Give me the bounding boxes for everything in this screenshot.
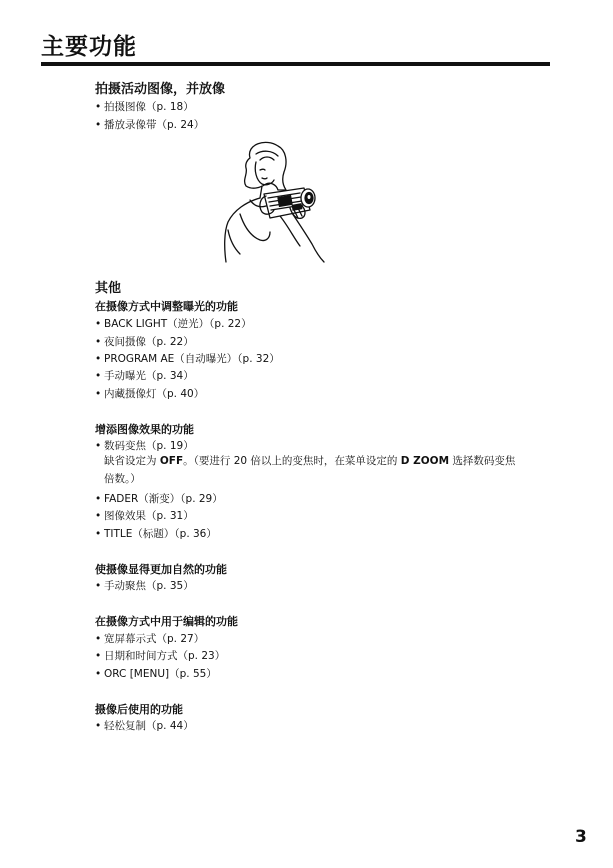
note-keyword-off: OFF: [159, 455, 184, 467]
list-item-text: 日期和时间方式（p. 23）: [104, 650, 226, 662]
list-item: [95, 718, 194, 733]
group-heading-effects: 增添图像效果的功能: [95, 423, 194, 436]
list-item-text: TITLE（标题）（p. 36）: [104, 528, 217, 540]
list-item: [95, 117, 204, 132]
list-item: [95, 368, 194, 383]
list-item-text: 宽屏幕示式（p. 27）: [104, 633, 205, 645]
list-item-text: 图像效果（p. 31）: [104, 510, 194, 522]
list-item-text: BACK LIGHT（逆光）（p. 22）: [104, 318, 252, 330]
list-item-text: 轻松复制（p. 44）: [104, 720, 194, 732]
bullet-icon: •: [95, 633, 102, 645]
section-heading-other: 其他: [95, 281, 122, 296]
bullet-icon: •: [95, 370, 102, 382]
list-item-text: 手动聚焦（p. 35）: [104, 580, 194, 592]
bullet-icon: •: [95, 650, 102, 662]
bullet-icon: •: [95, 318, 102, 330]
bullet-icon: •: [95, 528, 102, 540]
list-item-text: 播放录像带（p. 24）: [104, 119, 205, 131]
bullet-icon: •: [95, 510, 102, 522]
note-text: 缺省设定为: [104, 455, 160, 467]
bullet-icon: •: [95, 580, 102, 592]
list-item-text: 手动曝光（p. 34）: [104, 370, 194, 382]
group-heading-editing: 在摄像方式中用于编辑的功能: [95, 615, 238, 628]
bullet-icon: •: [95, 119, 102, 131]
note-text: 倍数。）: [104, 473, 141, 485]
list-item-text: 数码变焦（p. 19）: [104, 440, 194, 452]
bullet-icon: •: [95, 720, 102, 732]
list-item: [95, 526, 217, 541]
list-item: [95, 99, 194, 114]
list-item-text: FADER（渐变）（p. 29）: [104, 493, 223, 505]
list-item: [95, 491, 223, 506]
list-item: [95, 666, 217, 681]
list-item-text: ORC [MENU]（p. 55）: [104, 668, 217, 680]
group-heading-exposure: 在摄像方式中调整曝光的功能: [95, 300, 238, 313]
list-item: [95, 648, 225, 663]
bullet-icon: •: [95, 101, 102, 113]
bullet-icon: •: [95, 388, 102, 400]
list-item-text: 拍摄图像（p. 18）: [104, 101, 194, 113]
bullet-icon: •: [95, 440, 102, 452]
group-heading-natural: 使摄像显得更加自然的功能: [95, 563, 227, 576]
list-item: [95, 334, 194, 349]
bullet-icon: •: [95, 668, 102, 680]
group-heading-after-shooting: 摄像后使用的功能: [95, 703, 183, 716]
digital-zoom-note: [104, 452, 559, 488]
list-item: [95, 578, 194, 593]
list-item-text: 内藏摄像灯（p. 40）: [104, 388, 205, 400]
bullet-icon: •: [95, 493, 102, 505]
list-item: [95, 386, 204, 401]
list-item-text: PROGRAM AE（自动曝光）（p. 32）: [104, 353, 280, 365]
note-text: 选择数码变焦: [449, 455, 516, 467]
bullet-icon: •: [95, 353, 102, 365]
page-number: 3: [575, 827, 587, 847]
title-rule: [41, 62, 550, 66]
bullet-icon: •: [95, 336, 102, 348]
camcorder-user-illustration: [220, 140, 332, 264]
section-heading-shoot-playback: 拍摄活动图像，并放像: [95, 82, 226, 97]
list-item: [95, 316, 252, 331]
list-item: [95, 508, 194, 523]
list-item-text: 夜间摄像（p. 22）: [104, 336, 194, 348]
page-title: 主要功能: [41, 34, 137, 60]
list-item: [95, 631, 204, 646]
list-item: [95, 438, 194, 453]
list-item: [95, 351, 280, 366]
note-keyword-dzoom: D ZOOM: [400, 455, 450, 467]
note-text: 。（要进行 20 倍以上的变焦时，在菜单设定的: [183, 455, 401, 467]
